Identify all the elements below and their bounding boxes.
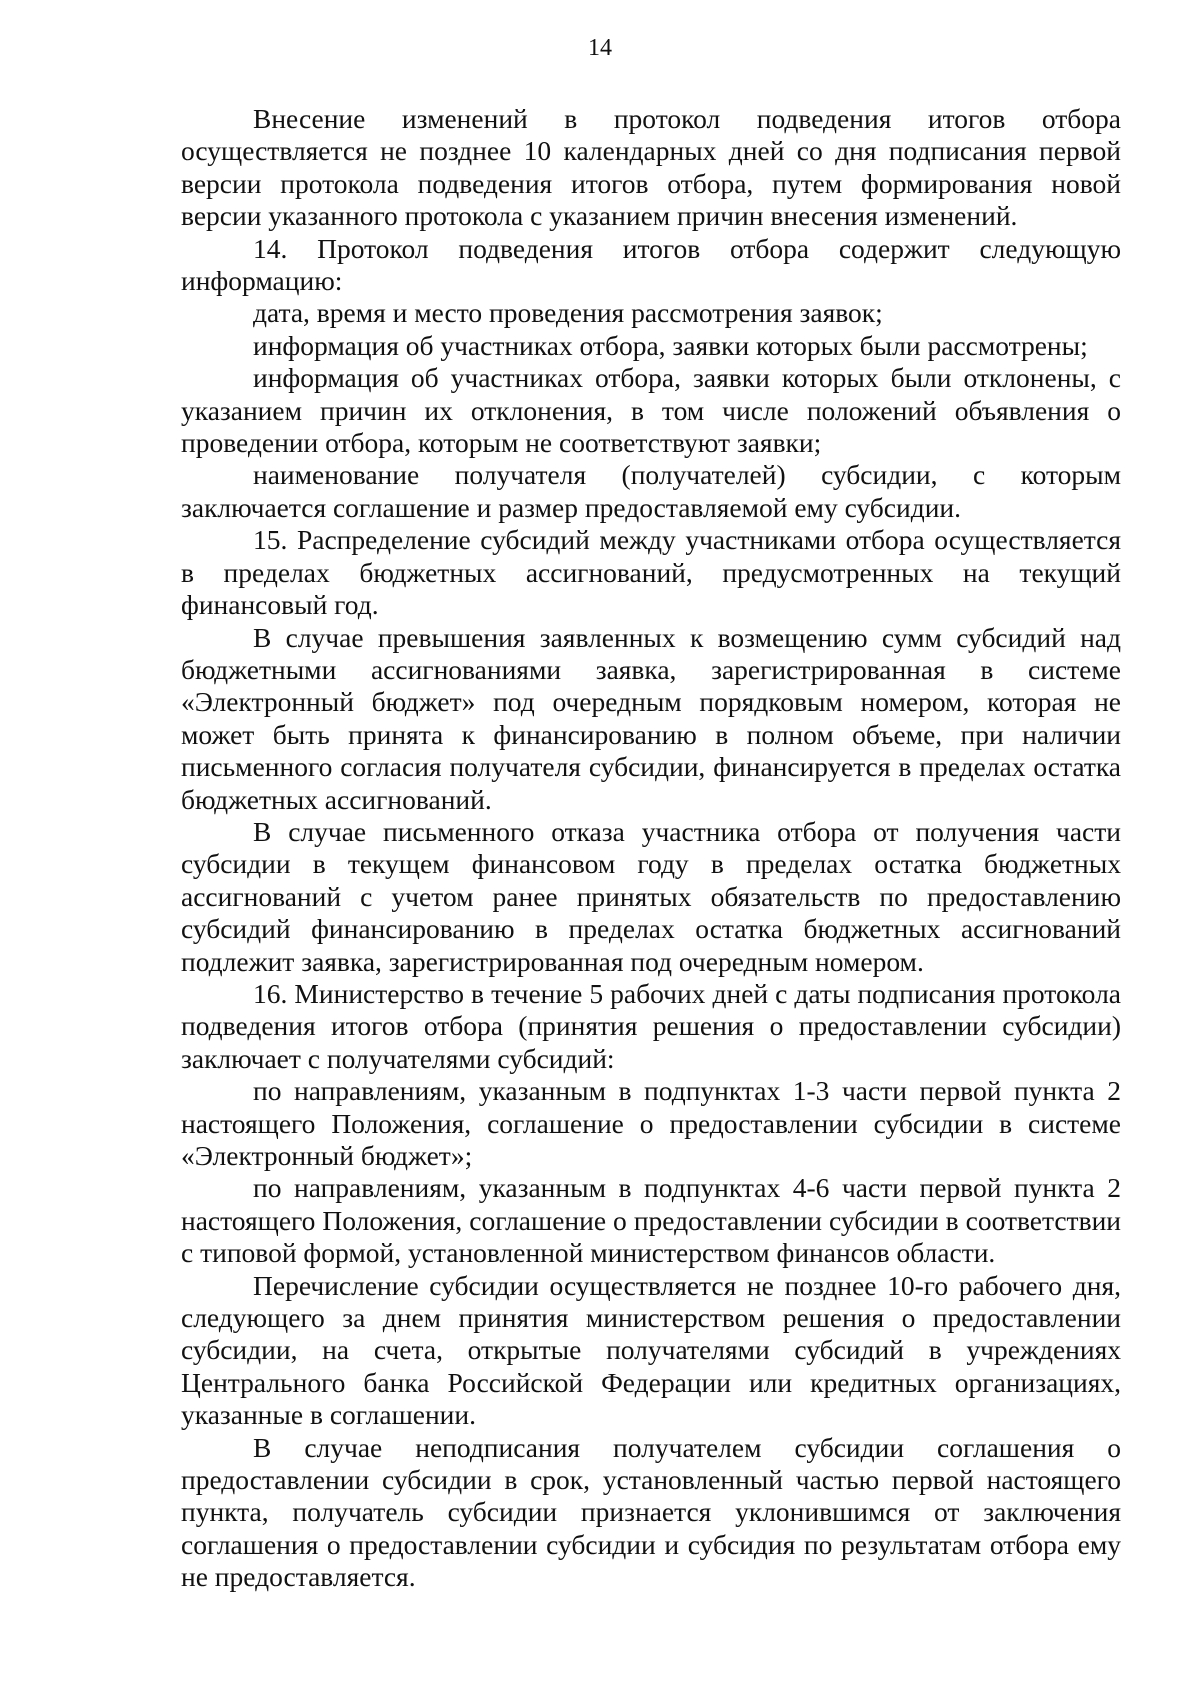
paragraph-recipient-name: наименование получателя (получателей) субсидии, с которым заключается соглашение и размер предоставляемой ему субсидии. <box>181 459 1121 523</box>
paragraph-directions-1-3: по направлениям, указанным в подпунктах 1-3 части первой пункта 2 настоящего Положения, соглашение о предоставлении субсидии в системе «Электронный бюджет»; <box>181 1075 1121 1171</box>
paragraph-item-14: 14. Протокол подведения итогов отбора содержит следующую информацию: <box>181 232 1121 297</box>
paragraph-directions-4-6: по направлениям, указанным в подпунктах 4-6 части первой пункта 2 настоящего Положения, соглашение о предоставлении субсидии в соответствии с типовой формой, установленной министерством финансов области. <box>181 1172 1121 1269</box>
paragraph-subsidy-transfer: Перечисление субсидии осуществляется не позднее 10-го рабочего дня, следующего за днем принятия министерством решения о предоставлении субсидии, на счета, открытые получателями субсидий в учреждениях Центрального банка Российской Федерации или кредитных организациях, указанные в соглашении. <box>181 1269 1121 1431</box>
paragraph-protocol-changes: Внесение изменений в протокол подведения итогов отбора осуществляется не позднее 10 календарных дней со дня подписания первой версии протокола подведения итогов отбора, путем формирования новой версии указанного протокола с указанием причин внесения изменений. <box>181 103 1121 232</box>
paragraph-rejected-participants: информация об участниках отбора, заявки которых были отклонены, с указанием причин их отклонения, в том числе положений объявления о проведении отбора, которым не соответствуют заявки; <box>181 362 1121 459</box>
paragraph-date-time-place: дата, время и место проведения рассмотрения заявок; <box>253 297 883 329</box>
paragraph-reviewed-participants: информация об участниках отбора, заявки которых были рассмотрены; <box>253 329 1088 361</box>
paragraph-non-signing: В случае неподписания получателем субсидии соглашения о предоставлении субсидии в срок, установленный частью первой настоящего пункта, получатель субсидии признается уклонившимся от заключения соглашения о предоставлении субсидии и субсидия по результатам отбора ему не предоставляется. <box>181 1431 1121 1593</box>
paragraph-item-16: 16. Министерство в течение 5 рабочих дней с даты подписания протокола подведения итогов отбора (принятия решения о предоставлении субсидии) заключает с получателями субсидий: <box>181 977 1121 1074</box>
page-number: 14 <box>588 35 612 61</box>
paragraph-item-15: 15. Распределение субсидий между участниками отбора осуществляется в пределах бюджетных ассигнований, предусмотренных на текущий финансовый год. <box>181 524 1121 621</box>
document-body <box>181 103 1121 1594</box>
paragraph-excess-claims: В случае превышения заявленных к возмещению сумм субсидий над бюджетными ассигнованиями заявка, зарегистрированная в системе «Электронный бюджет» под очередным порядковым номером, которая не может быть принята к финансированию в полном объеме, при наличии письменного согласия получателя субсидии, финансируется в пределах остатка бюджетных ассигнований. <box>181 621 1121 815</box>
paragraph-written-refusal: В случае письменного отказа участника отбора от получения части субсидии в текущем финансовом году в пределах остатка бюджетных ассигнований с учетом ранее принятых обязательств по предоставлению субсидий финансированию в пределах остатка бюджетных ассигнований подлежит заявка, зарегистрированная под очередным номером. <box>181 815 1121 977</box>
